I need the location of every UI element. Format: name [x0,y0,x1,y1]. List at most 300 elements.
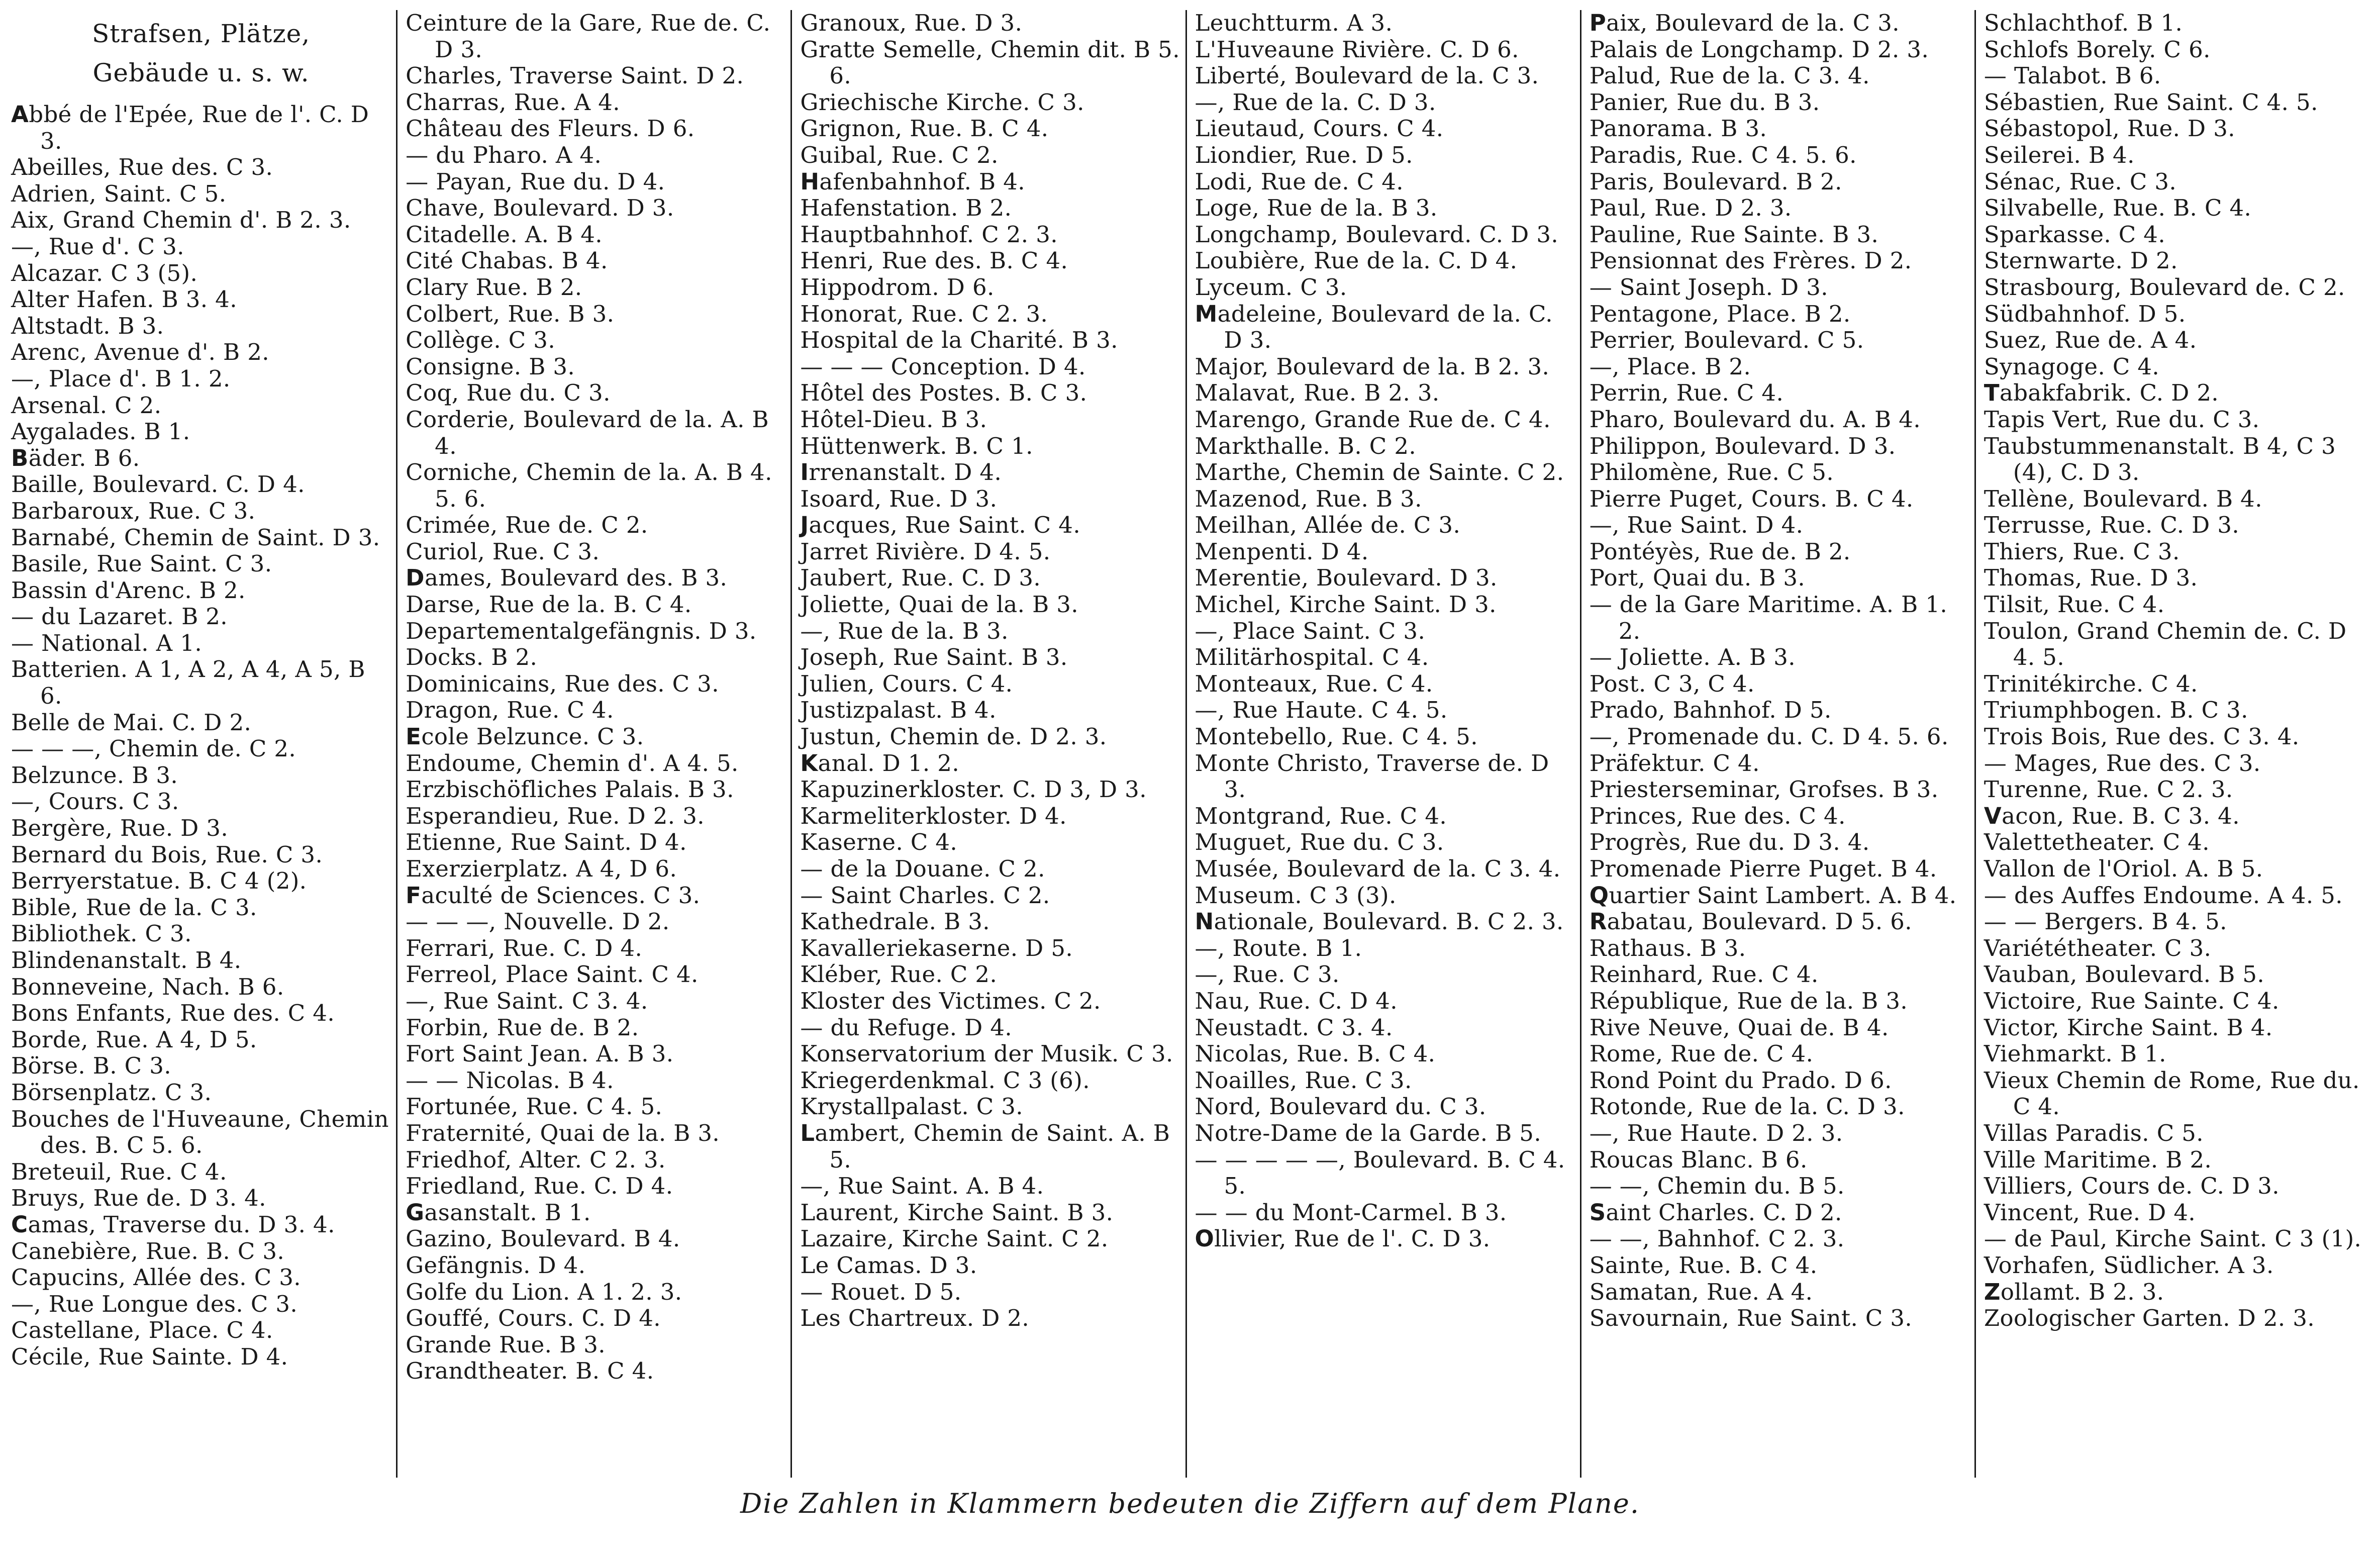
index-entry: Bassin d'Arenc. B 2. [11,576,246,604]
index-entry: Krystallpalast. C 3. [800,1093,1023,1120]
index-entry: Gasanstalt. B 1. [406,1199,591,1226]
index-entry-initial: I [800,459,809,486]
index-entry: —, Rue Saint. A. B 4. [800,1173,1044,1200]
index-entry: Jaubert, Rue. C. D 3. [800,564,1041,592]
index-entry: Vacon, Rue. B. C 3. 4. [1984,802,2240,829]
index-entry: Victoire, Rue Sainte. C 4. [1984,987,2279,1014]
index-entry: Taubstummenanstalt. B 4, C 3 (4), C. D 3. [1984,432,2336,486]
index-entry-initial: B [11,444,29,471]
index-entry: Château des Fleurs. D 6. [406,115,695,142]
index-entry: Lazaire, Kirche Saint. C 2. [800,1225,1109,1252]
index-entry: — — —, Nouvelle. D 2. [406,908,670,935]
index-entry: Lyceum. C 3. [1195,273,1347,301]
index-entry: Thomas, Rue. D 3. [1984,564,2198,592]
index-entry: Les Chartreux. D 2. [800,1305,1030,1332]
index-entry: Vallon de l'Oriol. A. B 5. [1984,855,2263,882]
index-entry-initial: Z [1984,1278,2001,1305]
index-entry: Port, Quai du. B 3. [1589,564,1806,592]
index-entry: Savournain, Rue Saint. C 3. [1589,1305,1913,1332]
index-entry: Belle de Mai. C. D 2. [11,709,252,736]
index-entry: Liondier, Rue. D 5. [1195,141,1413,168]
index-entry: Pierre Puget, Cours. B. C 4. [1589,485,1914,512]
index-entry: Nord, Boulevard du. C 3. [1195,1093,1486,1120]
index-entry: Capucins, Allée des. C 3. [11,1264,301,1291]
index-entry: Sébastien, Rue Saint. C 4. 5. [1984,88,2318,116]
index-entry: Merentie, Boulevard. D 3. [1195,564,1498,592]
index-entry: Börse. B. C 3. [11,1052,171,1080]
index-entry: Bergère, Rue. D 3. [11,815,229,842]
index-entry: Charles, Traverse Saint. D 2. [406,62,744,89]
index-entry-initial: R [1589,908,1607,935]
index-entry: Chave, Boulevard. D 3. [406,195,674,222]
index-entry: Ollivier, Rue de l'. C. D 3. [1195,1225,1491,1252]
index-entry: Cécile, Rue Sainte. D 4. [11,1343,288,1370]
index-entry: République, Rue de la. B 3. [1589,987,1908,1014]
index-entry: Saint Charles. C. D 2. [1589,1199,1842,1226]
index-entry: Corniche, Chemin de la. A. B 4. 5. 6. [406,459,772,512]
index-columns [7,10,2369,1478]
index-entry: Fort Saint Jean. A. B 3. [406,1040,674,1068]
index-entry: —, Promenade du. C. D 4. 5. 6. [1589,723,1949,750]
index-entry: Sénac, Rue. C 3. [1984,168,2177,195]
index-column-3 [790,10,1185,1478]
index-entry: — National. A 1. [11,629,203,656]
index-entry: Madeleine, Boulevard de la. C. D 3. [1195,300,1553,354]
index-entry: Roucas Blanc. B 6. [1589,1146,1808,1173]
index-entry: Grande Rue. B 3. [406,1331,606,1358]
index-entry: —, Rue de la. B 3. [800,617,1009,644]
index-entry: Leuchtturm. A 3. [1195,10,1393,36]
index-entry: —, Cours. C 3. [11,788,179,815]
index-entry: Castellane, Place. C 4. [11,1317,273,1344]
index-entry: Kléber, Rue. C 2. [800,961,998,988]
index-entry: Thiers, Rue. C 3. [1984,538,2180,565]
index-entry: Alter Hafen. B 3. 4. [11,286,237,313]
index-header-line-2: Gebäude u. s. w. [92,58,310,87]
index-entry: — — Bergers. B 4. 5. [1984,908,2227,935]
index-entry: Toulon, Grand Chemin de. C. D 4. 5. [1984,617,2347,671]
index-column-6 [1974,10,2369,1478]
index-entry: Marengo, Grande Rue de. C 4. [1195,406,1551,433]
index-entry: Progrès, Rue du. D 3. 4. [1589,829,1870,856]
index-entry: Vincent, Rue. D 4. [1984,1199,2196,1226]
index-entry: Palais de Longchamp. D 2. 3. [1589,36,1929,63]
index-entry: — du Refuge. D 4. [800,1014,1013,1041]
index-entry: Camas, Traverse du. D 3. 4. [11,1211,335,1238]
index-entry: Bibliothek. C 3. [11,920,192,947]
index-entry: Seilerei. B 4. [1984,141,2135,168]
index-entry: Hafenstation. B 2. [800,195,1012,222]
index-entry: Aix, Grand Chemin d'. B 2. 3. [11,207,351,234]
index-entry: Pharo, Boulevard du. A. B 4. [1589,406,1921,433]
index-entry: Faculté de Sciences. C 3. [406,882,701,909]
index-entry: Altstadt. B 3. [11,312,164,339]
index-entry: —, Rue Saint. D 4. [1589,512,1804,539]
index-entry: Colbert, Rue. B 3. [406,300,615,327]
index-entry: —, Rue d'. C 3. [11,233,184,260]
index-entry: Perrier, Boulevard. C 5. [1589,327,1864,354]
index-entry-initial: L [800,1119,815,1146]
index-entry-initial: Q [1589,882,1609,909]
index-entry: Villiers, Cours de. C. D 3. [1984,1173,2279,1200]
index-entry-initial: N [1195,908,1214,935]
index-entry: Kriegerdenkmal. C 3 (6). [800,1066,1090,1094]
index-entry: Golfe du Lion. A 1. 2. 3. [406,1278,682,1305]
index-entry: Meilhan, Allée de. C 3. [1195,512,1461,539]
index-entry-initial: V [1984,802,2002,829]
index-entry: Priesterseminar, Grofses. B 3. [1589,776,1939,803]
index-entry: Vauban, Boulevard. B 5. [1984,961,2265,988]
index-entry: Noailles, Rue. C 3. [1195,1066,1412,1094]
index-entry-initial: H [800,168,820,195]
index-entry: Loubière, Rue de la. C. D 4. [1195,247,1518,274]
index-entry: Hospital de la Charité. B 3. [800,327,1118,354]
index-entry: — des Auffes Endoume. A 4. 5. [1984,882,2343,909]
index-entry: Borde, Rue. A 4, D 5. [11,1026,257,1053]
index-entry: Pensionnat des Frères. D 2. [1589,247,1912,274]
index-entry: Silvabelle, Rue. B. C 4. [1984,195,2252,222]
index-entry: Karmeliterkloster. D 4. [800,802,1067,829]
index-entry: Panorama. B 3. [1589,115,1767,142]
index-entry: Suez, Rue de. A 4. [1984,327,2197,354]
index-entry: Turenne, Rue. C 2. 3. [1984,776,2233,803]
index-entry: Ceinture de la Gare, Rue de. C. D 3. [406,10,771,63]
index-entry: Valettetheater. C 4. [1984,829,2210,856]
index-entry: Nicolas, Rue. B. C 4. [1195,1040,1436,1068]
index-entry: Canebière, Rue. B. C 3. [11,1237,285,1265]
index-entry-initial: G [406,1199,425,1226]
index-entry: Griechische Kirche. C 3. [800,88,1084,116]
index-entry: Gefängnis. D 4. [406,1251,586,1279]
index-entry: Lieutaud, Cours. C 4. [1195,115,1444,142]
index-entry: Belzunce. B 3. [11,761,178,789]
index-entry: Montebello, Rue. C 4. 5. [1195,723,1478,750]
index-entry: — — — — —, Boulevard. B. C 4. 5. [1195,1146,1565,1200]
index-entry: Monte Christo, Traverse de. D 3. [1195,749,1549,803]
index-entry: Rive Neuve, Quai de. B 4. [1589,1014,1889,1041]
index-entry: Konservatorium der Musik. C 3. [800,1040,1173,1068]
index-entry: Coq, Rue du. C 3. [406,379,611,407]
index-entry: Granoux, Rue. D 3. [800,10,1023,36]
index-entry: Breteuil, Rue. C 4. [11,1158,227,1185]
index-entry: Justizpalast. B 4. [800,697,997,724]
index-entry: Joseph, Rue Saint. B 3. [800,644,1068,671]
index-entry: Sternwarte. D 2. [1984,247,2178,274]
index-entry: Charras, Rue. A 4. [406,88,621,116]
index-entry: Lambert, Chemin de Saint. A. B 5. [800,1119,1170,1173]
index-entry: Julien, Cours. C 4. [800,670,1013,697]
index-entry: Friedland, Rue. C. D 4. [406,1173,673,1200]
index-entry: Guibal, Rue. C 2. [800,141,999,168]
index-entry: Post. C 3, C 4. [1589,670,1755,697]
index-entry: —, Rue Haute. D 2. 3. [1589,1119,1843,1146]
index-entry: Präfektur. C 4. [1589,749,1760,777]
index-entry: Abeilles, Rue des. C 3. [11,154,273,181]
index-entry: — de la Douane. C 2. [800,855,1045,882]
index-entry: Collège. C 3. [406,327,556,354]
index-entry: Bouches de l'Huveaune, Chemin des. B. C 5. 6. [11,1105,389,1159]
index-entry: Abbé de l'Epée, Rue de l'. C. D 3. [11,101,369,154]
index-entry: Monteaux, Rue. C 4. [1195,670,1433,697]
index-entry: Jacques, Rue Saint. C 4. [800,512,1081,539]
index-entry: Barnabé, Chemin de Saint. D 3. [11,524,380,551]
index-entry: — Rouet. D 5. [800,1278,962,1305]
index-entry: Bible, Rue de la. C 3. [11,894,257,921]
index-entry: Tilsit, Rue. C 4. [1984,591,2165,618]
index-entry: Kathedrale. B 3. [800,908,990,935]
index-entry: Samatan, Rue. A 4. [1589,1278,1813,1305]
index-entry: Aygalades. B 1. [11,418,190,445]
index-entry: Grandtheater. B. C 4. [406,1357,654,1385]
index-entry: Bonneveine, Nach. B 6. [11,973,284,1000]
index-entry: Corderie, Boulevard de la. A. B 4. [406,406,769,459]
index-entry: Dragon, Rue. C 4. [406,697,614,724]
index-entry: Esperandieu, Rue. D 2. 3. [406,802,705,829]
index-entry: — du Lazaret. B 2. [11,603,228,630]
index-entry-initial: M [1195,300,1218,327]
index-entry: Militärhospital. C 4. [1195,644,1429,671]
index-entry: Tabakfabrik. C. D 2. [1984,379,2219,407]
index-entry: —, Rue. C 3. [1195,961,1340,988]
index-entry: Trois Bois, Rue des. C 3. 4. [1984,723,2300,750]
index-entry: Etienne, Rue Saint. D 4. [406,829,687,856]
index-entry: Liberté, Boulevard de la. C 3. [1195,62,1539,89]
index-entry: —, Route. B 1. [1195,934,1362,961]
index-entry: Quartier Saint Lambert. A. B 4. [1589,882,1957,909]
index-entry: Montgrand, Rue. C 4. [1195,802,1447,829]
index-entry: Loge, Rue de la. B 3. [1195,195,1438,222]
index-entry: Paul, Rue. D 2. 3. [1589,195,1792,222]
index-entry: Crimée, Rue de. C 2. [406,512,648,539]
index-entry-initial: O [1195,1225,1215,1252]
index-entry: Zollamt. B 2. 3. [1984,1278,2164,1305]
index-entry: Alcazar. C 3 (5). [11,259,198,286]
index-entry: Departementalgefängnis. D 3. [406,617,757,644]
index-entry-initial: P [1589,10,1607,36]
index-entry: Philippon, Boulevard. D 3. [1589,432,1896,459]
index-entry: Hauptbahnhof. C 2. 3. [800,221,1058,248]
index-entry: Palud, Rue de la. C 3. 4. [1589,62,1870,89]
index-entry: — de la Gare Maritime. A. B 1. 2. [1589,591,1948,644]
index-entry: Bons Enfants, Rue des. C 4. [11,1000,335,1027]
index-entry-initial: T [1984,379,2000,407]
index-entry: Justun, Chemin de. D 2. 3. [800,723,1107,750]
index-entry: Tellène, Boulevard. B 4. [1984,485,2262,512]
index-entry: Börsenplatz. C 3. [11,1079,212,1106]
index-entry-initial: J [800,512,809,539]
index-entry: Hippodrom. D 6. [800,273,995,301]
index-entry: Markthalle. B. C 2. [1195,432,1417,459]
index-entry: Pentagone, Place. B 2. [1589,300,1851,327]
index-entry: Henri, Rue des. B. C 4. [800,247,1068,274]
index-entry: Baille, Boulevard. C. D 4. [11,471,305,498]
index-entry: Vorhafen, Südlicher. A 3. [1984,1251,2274,1279]
index-entry: —, Rue Longue des. C 3. [11,1290,298,1317]
index-entry: Docks. B 2. [406,644,538,671]
index-entry: L'Huveaune Rivière. C. D 6. [1195,36,1519,63]
index-entry: Notre-Dame de la Garde. B 5. [1195,1119,1542,1146]
index-entry: Musée, Boulevard de la. C 3. 4. [1195,855,1561,882]
index-entry: Bernard du Bois, Rue. C 3. [11,841,323,868]
index-entry: Hôtel des Postes. B. C 3. [800,379,1087,407]
index-entry: Promenade Pierre Puget. B 4. [1589,855,1937,882]
index-entry: Museum. C 3 (3). [1195,882,1397,909]
index-entry: — —, Bahnhof. C 2. 3. [1589,1225,1845,1252]
index-entry: Nau, Rue. C. D 4. [1195,987,1398,1014]
index-entry: Kaserne. C 4. [800,829,958,856]
index-entry: — Payan, Rue du. D 4. [406,168,665,195]
index-entry: Bäder. B 6. [11,444,140,471]
index-entry: —, Rue Saint. C 3. 4. [406,987,648,1014]
index-entry: Paris, Boulevard. B 2. [1589,168,1842,195]
index-entry: Le Camas. D 3. [800,1251,977,1279]
index-entry: —, Rue de la. C. D 3. [1195,88,1436,116]
index-entry: Mazenod, Rue. B 3. [1195,485,1422,512]
index-entry: Kavalleriekaserne. D 5. [800,934,1073,961]
index-entry: Reinhard, Rue. C 4. [1589,961,1819,988]
index-entry: Dames, Boulevard des. B 3. [406,564,728,592]
index-entry: Zoologischer Garten. D 2. 3. [1984,1305,2315,1332]
index-entry: Muguet, Rue du. C 3. [1195,829,1444,856]
index-entry: Sparkasse. C 4. [1984,221,2166,248]
index-entry: Strasbourg, Boulevard de. C 2. [1984,273,2345,301]
index-entry: Rabatau, Boulevard. D 5. 6. [1589,908,1913,935]
index-entry: Trinitékirche. C 4. [1984,670,2198,697]
index-entry: Citadelle. A. B 4. [406,221,603,248]
index-entry-initial: K [800,749,818,777]
index-entry: Pontéyès, Rue de. B 2. [1589,538,1851,565]
index-header-line-1: Strafsen, Plätze, [92,19,311,48]
index-entry: Philomène, Rue. C 5. [1589,459,1834,486]
index-entry: Pauline, Rue Sainte. B 3. [1589,221,1879,248]
index-entry: Jarret Rivière. D 4. 5. [800,538,1051,565]
index-entry: Hafenbahnhof. B 4. [800,168,1025,195]
index-entry: Irrenanstalt. D 4. [800,459,1002,486]
index-entry: — de Paul, Kirche Saint. C 3 (1). [1984,1225,2362,1252]
index-entry: Hôtel-Dieu. B 3. [800,406,987,433]
index-entry: Forbin, Rue de. B 2. [406,1014,639,1041]
index-entry: Major, Boulevard de la. B 2. 3. [1195,353,1550,380]
index-entry: Perrin, Rue. C 4. [1589,379,1784,407]
index-entry: —, Place. B 2. [1589,353,1751,380]
index-entry: Princes, Rue des. C 4. [1589,802,1846,829]
index-entry: Triumphbogen. B. C 3. [1984,697,2248,724]
index-entry: Malavat, Rue. B 2. 3. [1195,379,1440,407]
index-entry: Endoume, Chemin d'. A 4. 5. [406,749,739,777]
index-entry: Consigne. B 3. [406,353,575,380]
index-entry: — du Pharo. A 4. [406,141,602,168]
index-entry: Terrusse, Rue. C. D 3. [1984,512,2240,539]
index-entry: Victor, Kirche Saint. B 4. [1984,1014,2273,1041]
index-entry: Paradis, Rue. C 4. 5. 6. [1589,141,1857,168]
index-entry: Panier, Rue du. B 3. [1589,88,1820,116]
index-entry: Clary Rue. B 2. [406,273,582,301]
index-entry: Ferreol, Place Saint. C 4. [406,961,699,988]
index-entry: Kloster des Victimes. C 2. [800,987,1101,1014]
index-entry: Nationale, Boulevard. B. C 2. 3. [1195,908,1564,935]
index-entry: Gazino, Boulevard. B 4. [406,1225,680,1252]
index-entry-initial: A [11,101,29,128]
index-entry: Blindenanstalt. B 4. [11,947,242,974]
index-entry: Fraternité, Quai de la. B 3. [406,1119,720,1146]
index-entry: Kapuzinerkloster. C. D 3, D 3. [800,776,1147,803]
index-entry: Batterien. A 1, A 2, A 4, A 5, B 6. [11,656,365,710]
index-entry: — — Nicolas. B 4. [406,1066,614,1094]
index-entry: — — du Mont-Carmel. B 3. [1195,1199,1507,1226]
index-entry: Berryerstatue. B. C 4 (2). [11,867,307,895]
index-entry: Sébastopol, Rue. D 3. [1984,115,2235,142]
index-entry: Barbaroux, Rue. C 3. [11,497,256,524]
index-entry: Lodi, Rue de. C 4. [1195,168,1404,195]
index-entry: Marthe, Chemin de Sainte. C 2. [1195,459,1564,486]
index-entry: Gratte Semelle, Chemin dit. B 5. 6. [800,36,1180,89]
index-entry: Neustadt. C 3. 4. [1195,1014,1393,1041]
index-entry: Arsenal. C 2. [11,392,162,419]
index-entry-initial: F [406,882,422,909]
index-entry-initial: E [406,723,422,750]
index-entry-initial: C [11,1211,28,1238]
index-entry: —, Rue Haute. C 4. 5. [1195,697,1448,724]
index-entry: Arenc, Avenue d'. B 2. [11,339,269,366]
index-entry: Hüttenwerk. B. C 1. [800,432,1033,459]
index-entry: Ville Maritime. B 2. [1984,1146,2212,1173]
index-entry: Michel, Kirche Saint. D 3. [1195,591,1497,618]
index-entry: Paix, Boulevard de la. C 3. [1589,10,1900,36]
index-entry: Rotonde, Rue de la. C. D 3. [1589,1093,1905,1120]
index-entry: Südbahnhof. D 5. [1984,300,2186,327]
index-entry: Darse, Rue de la. B. C 4. [406,591,692,618]
index-entry: — — — Conception. D 4. [800,353,1086,380]
index-entry-initial: D [406,564,425,592]
index-entry: Curiol, Rue. C 3. [406,538,600,565]
index-column-1 [7,10,396,1478]
index-entry: Isoard, Rue. D 3. [800,485,998,512]
footer-note: Die Zahlen in Klammern bedeuten die Ziffern auf dem Plane. [740,1488,1640,1519]
index-entry: Dominicains, Rue des. C 3. [406,670,719,697]
index-header [11,14,391,92]
index-entry: Villas Paradis. C 5. [1984,1119,2204,1146]
index-entry: Ferrari, Rue. C. D 4. [406,934,643,961]
index-entry: Tapis Vert, Rue du. C 3. [1984,406,2260,433]
index-entry: Adrien, Saint. C 5. [11,180,227,207]
index-entry: Fortunée, Rue. C 4. 5. [406,1093,663,1120]
index-entry: Ecole Belzunce. C 3. [406,723,644,750]
index-entry: — Mages, Rue des. C 3. [1984,749,2261,777]
index-entry: Cité Chabas. B 4. [406,247,608,274]
index-entry: Grignon, Rue. B. C 4. [800,115,1049,142]
index-entry: — Saint Charles. C 2. [800,882,1050,909]
index-entry: Gouffé, Cours. C. D 4. [406,1305,661,1332]
index-entry: —, Place Saint. C 3. [1195,617,1426,644]
index-entry: Rome, Rue de. C 4. [1589,1040,1814,1068]
index-entry: Rond Point du Prado. D 6. [1589,1066,1892,1094]
index-entry: — Saint Joseph. D 3. [1589,273,1828,301]
index-entry: —, Place d'. B 1. 2. [11,365,231,392]
index-entry: Erzbischöfliches Palais. B 3. [406,776,734,803]
index-entry: Rathaus. B 3. [1589,934,1746,961]
index-column-5 [1580,10,1974,1478]
index-entry: Longchamp, Boulevard. C. D 3. [1195,221,1559,248]
index-entry: Viehmarkt. B 1. [1984,1040,2166,1068]
index-entry: Joliette, Quai de la. B 3. [800,591,1078,618]
index-entry: Bruys, Rue de. D 3. 4. [11,1185,266,1212]
index-entry: Basile, Rue Saint. C 3. [11,550,272,577]
index-entry: Laurent, Kirche Saint. B 3. [800,1199,1114,1226]
index-entry: — — —, Chemin de. C 2. [11,735,296,762]
index-entry: Honorat, Rue. C 2. 3. [800,300,1048,327]
index-entry: — Talabot. B 6. [1984,62,2161,89]
index-entry: — Joliette. A. B 3. [1589,644,1796,671]
